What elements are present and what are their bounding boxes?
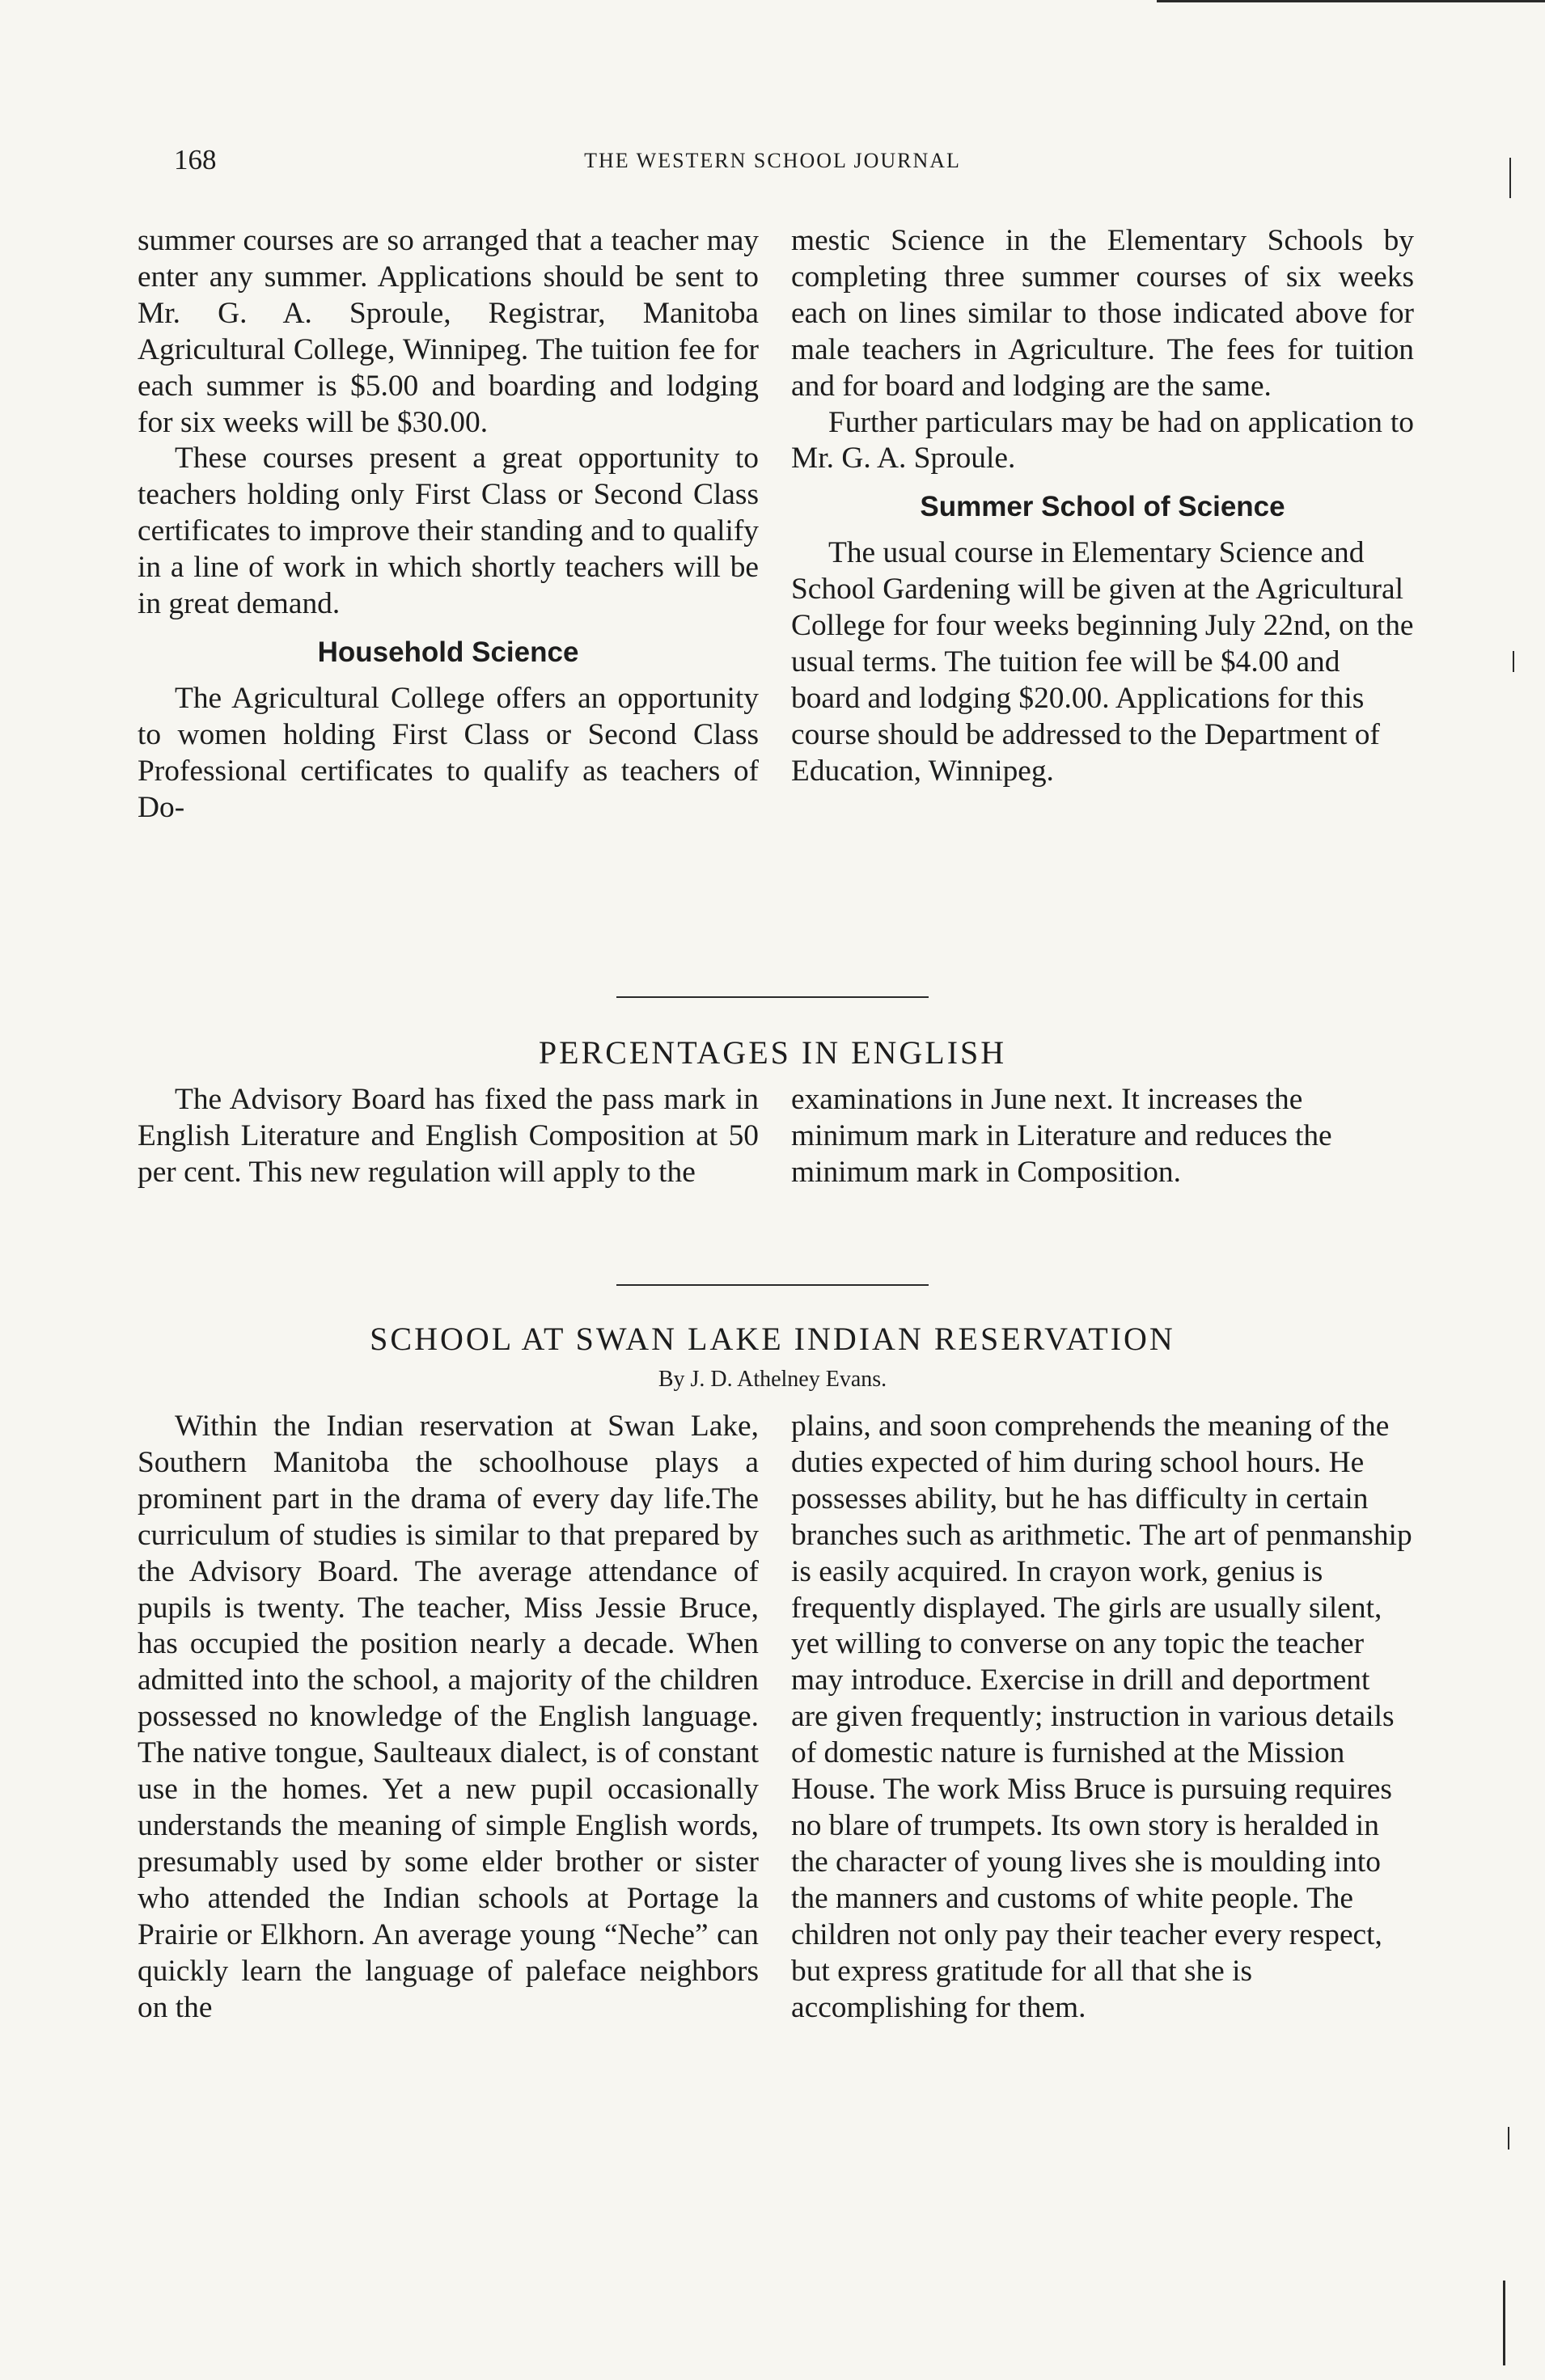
section-divider xyxy=(616,996,929,998)
summer-school-heading: Summer School of Science xyxy=(920,491,1285,523)
margin-mark xyxy=(1503,2281,1505,2365)
paragraph: plains, and soon comprehends the meaning of the duties expected of him during school hours. He possesses ability, but he has difficulty in certain branches such as arithmetic. The art of penmanship is easily acquired. In crayon work, genius is frequently displayed. The girls are usually silent, yet willing to converse on any topic the teacher may introduce. Exercise in drill and deportment are given frequently; instruction in various details of domestic nature is furnished at the Mission House. The work Miss Bruce is pursuing requires no blare of trumpets. Its own story is heralded in the character of young lives she is moulding into the manners and customs of white people. The children not only pay their teacher every respect, but express gratitude for all that she is accomplishing for them. xyxy=(791,1410,1412,2024)
paragraph: The Agricultural College offers an opportunity to women holding First Class or Second Class Professional certificates to qualify as teachers of Do- xyxy=(138,681,759,824)
paragraph: summer courses are so arranged that a teacher may enter any summer. Applications should be sent to Mr. G. A. Sproule, Registrar, Manitoba Agricultural College, Winnipeg. The tuition fee for each summer is $5.00 and boarding and lodging for six weeks will be $30.00. xyxy=(138,224,759,439)
paragraph: These courses present a great opportunity to teachers holding only First Class or Second Class certificates to improve their standing and to qualify in a line of work in which shortly teachers will be in great demand. xyxy=(138,442,759,621)
swan-lake-title: SCHOOL AT SWAN LAKE INDIAN RESERVATION xyxy=(370,1321,1175,1357)
paragraph: Further particulars may be had on application to Mr. G. A. Sproule. xyxy=(791,405,1414,476)
paragraph: examinations in June next. It increases the minimum mark in Literature and reduces the minimum mark in Composition. xyxy=(791,1083,1332,1189)
section1-column-right xyxy=(791,223,1414,790)
paragraph: The usual course in Elementary Science and School Gardening will be given at the Agricultural College for four weeks beginning July 22nd, on the usual terms. The tuition fee will be $4.00 and board and lodging $20.00. Applications for this course should be addressed to the Department of Education, Winnipeg. xyxy=(791,536,1414,788)
byline: By J. D. Athelney Evans. xyxy=(658,1367,887,1392)
page-number: 168 xyxy=(174,144,217,175)
paragraph: Within the Indian reservation at Swan Lake, Southern Manitoba the schoolhouse plays a prominent part in the drama of every day life.The curriculum of studies is similar to that prepared by the Advisory Board. The average attendance of pupils is twenty. The teacher, Miss Jessie Bruce, has occupied the position nearly a decade. When admitted into the school, a majority of the children possessed no knowledge of the English language. The native tongue, Saulteaux dialect, is of constant use in the homes. Yet a new pupil occasionally understands the meaning of simple English words, presumably used by some elder brother or sister who attended the Indian schools at Portage la Prairie or Elkhorn. An average young “Neche” can quickly learn the language of paleface neighbors on the xyxy=(138,1410,759,2024)
margin-mark xyxy=(1508,2127,1509,2150)
margin-mark xyxy=(1513,651,1514,672)
household-science-heading: Household Science xyxy=(317,636,579,668)
percentages-title: PERCENTAGES IN ENGLISH xyxy=(538,1034,1007,1071)
section3-column-right xyxy=(791,1409,1414,2026)
section-divider xyxy=(616,1284,929,1286)
section3-column-left xyxy=(138,1409,759,2026)
section1-column-left xyxy=(138,223,759,826)
page-header xyxy=(0,144,1545,184)
top-edge-rule xyxy=(1157,0,1545,2)
paragraph: mestic Science in the Elementary Schools by completing three summer courses of six weeks each on lines similar to those indicated above for male teachers in Agriculture. The fees for tuition and for board and lodging are the same. xyxy=(791,224,1414,403)
paragraph: The Advisory Board has fixed the pass mark in English Literature and English Composition at 50 per cent. This new regulation will apply to the xyxy=(138,1083,759,1189)
margin-mark xyxy=(1509,158,1511,198)
section2-column-right xyxy=(791,1082,1414,1191)
running-head: THE WESTERN SCHOOL JOURNAL xyxy=(584,149,961,172)
section2-column-left xyxy=(138,1082,759,1191)
